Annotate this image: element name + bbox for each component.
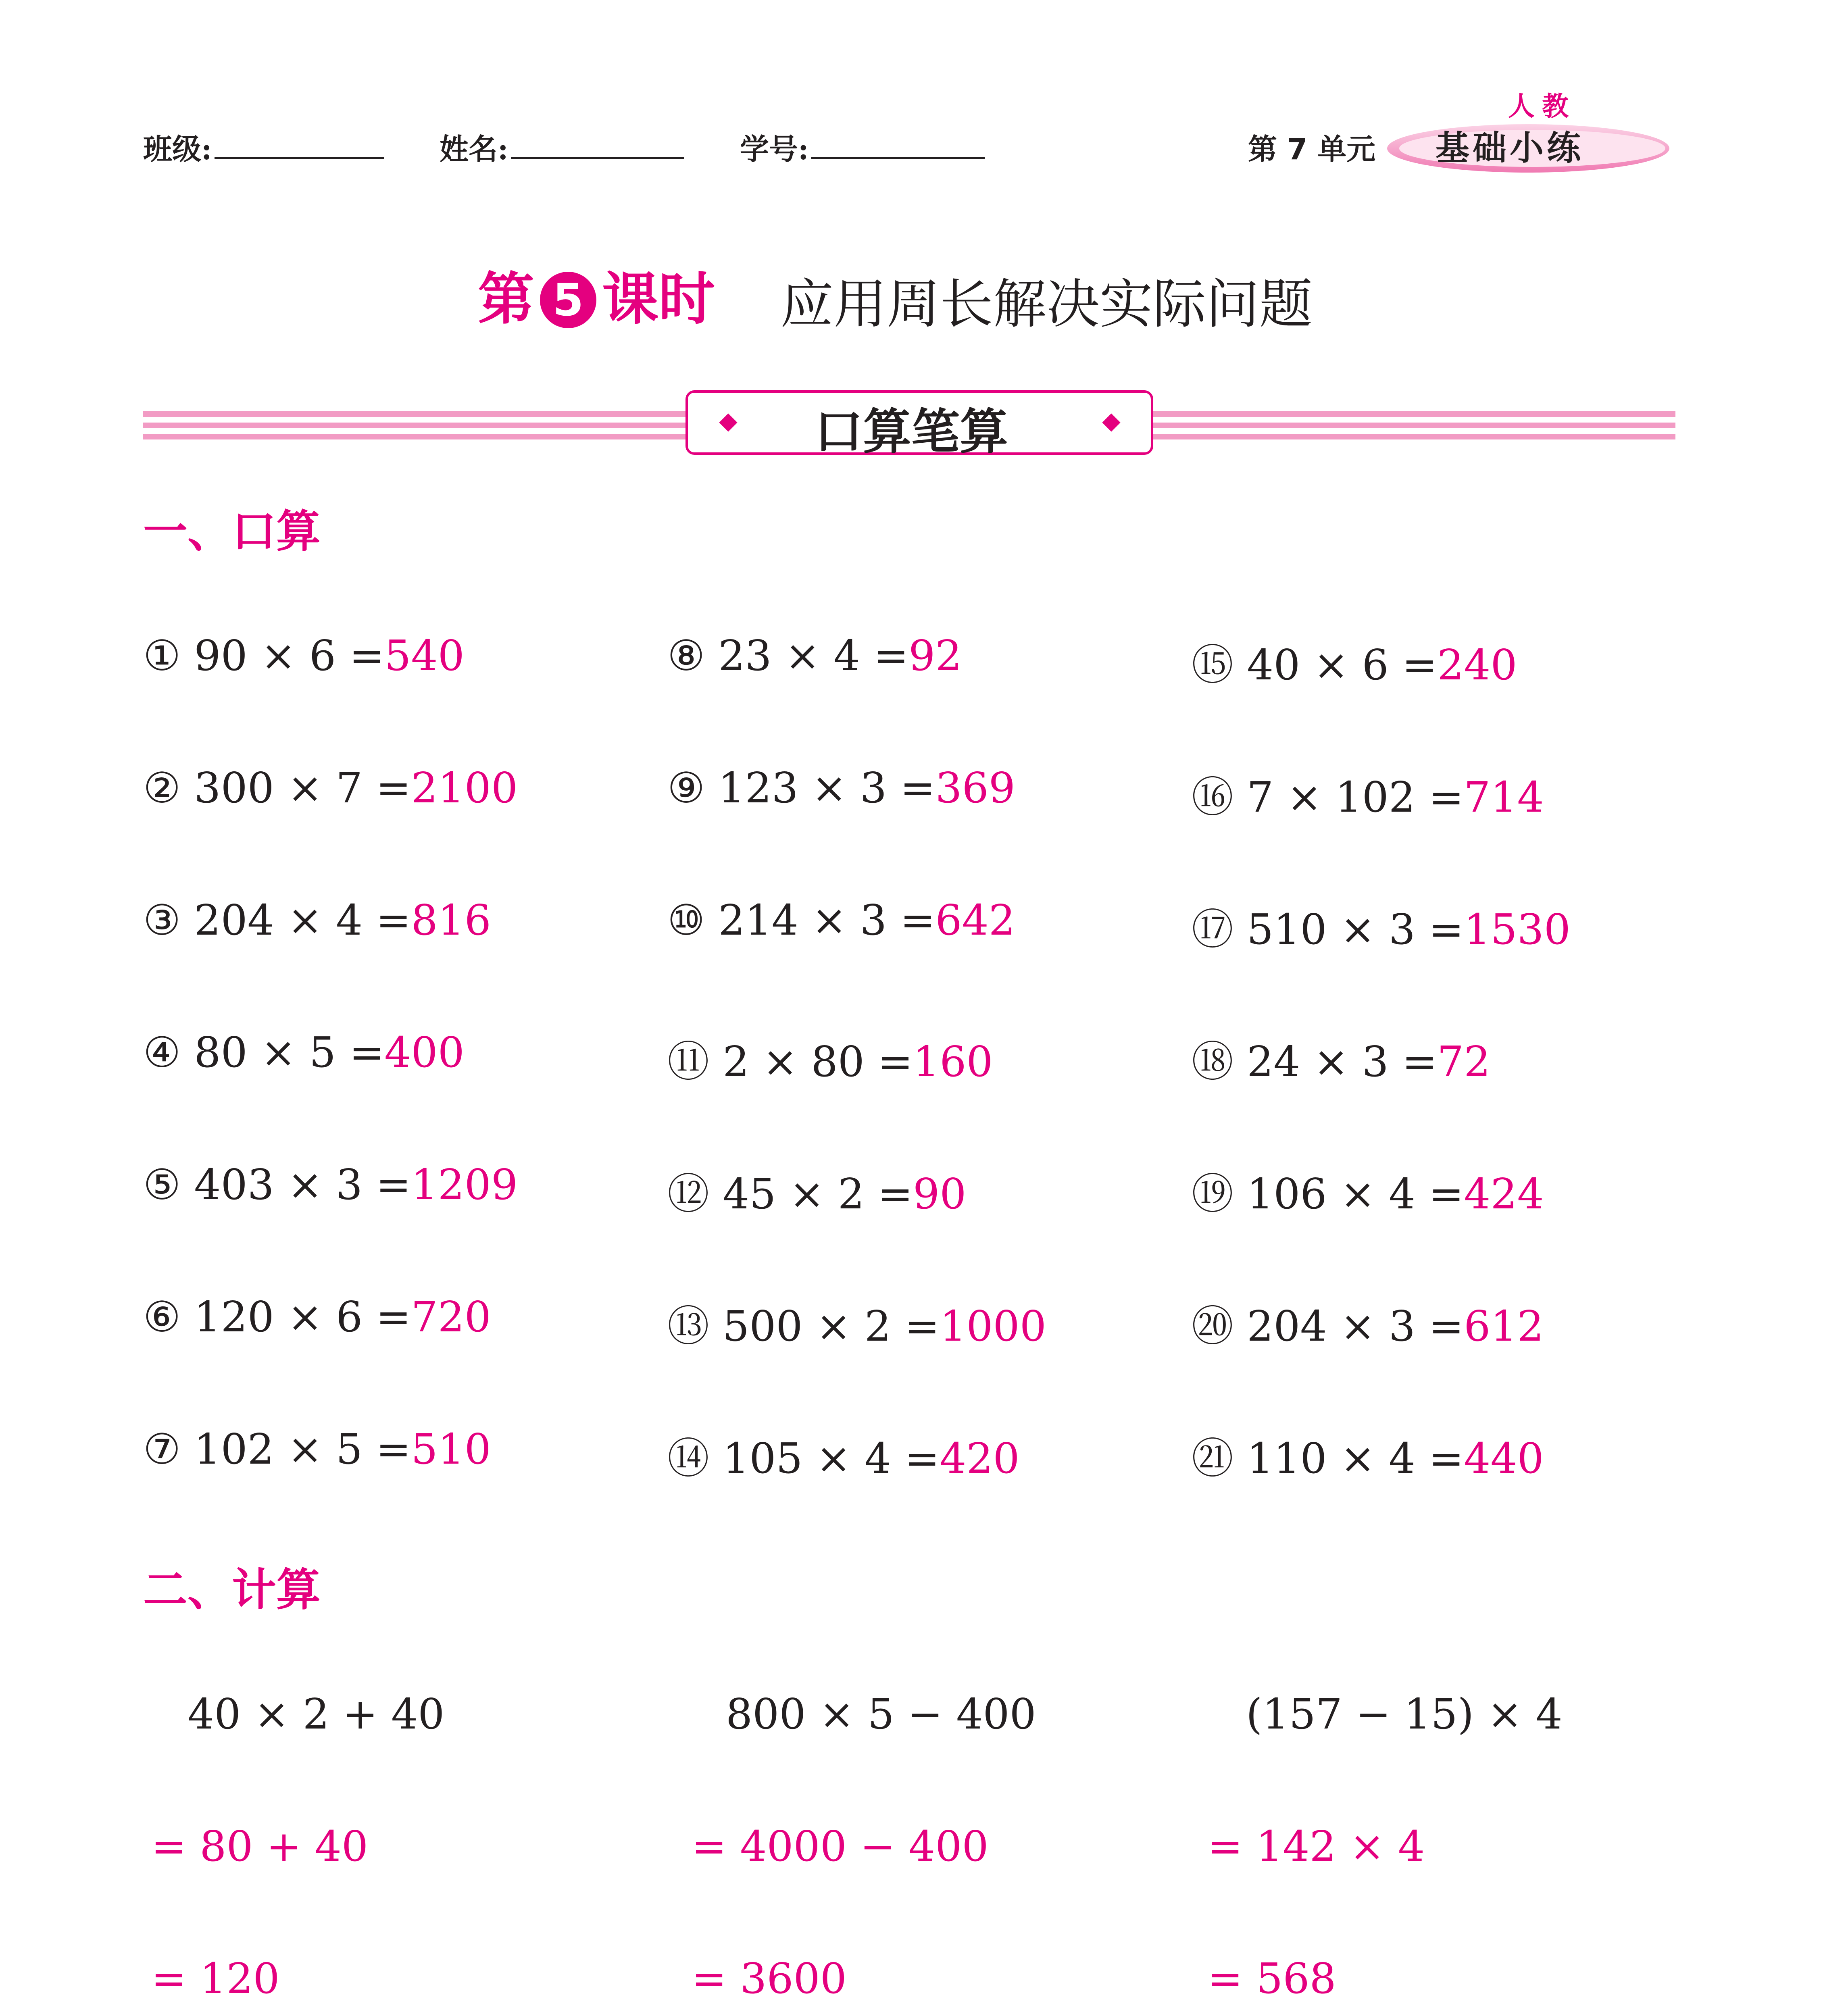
section-heading-oral: 一、口算	[143, 506, 321, 557]
oral-problem: ㉑ 110 × 4 =440	[1192, 1434, 1544, 1483]
calc-step: = 80 + 40	[151, 1822, 369, 1871]
unit-label: 第 7 单元	[1248, 132, 1376, 166]
answer: 72	[1437, 1037, 1491, 1086]
answer: 612	[1464, 1302, 1544, 1351]
answer: 540	[384, 631, 465, 680]
answer: 424	[1464, 1169, 1544, 1218]
answer: 1530	[1464, 905, 1571, 954]
oral-problem: ⑭ 105 × 4 =420	[667, 1434, 1020, 1483]
answer: 240	[1437, 640, 1517, 689]
oral-problem: ⑳ 204 × 3 =612	[1192, 1302, 1544, 1351]
banner-label: 口算笔算	[815, 404, 1008, 460]
answer: 90	[913, 1169, 967, 1218]
calc-expression: (157 − 15) × 4	[1246, 1689, 1563, 1739]
brand-publisher: 人教	[1508, 91, 1576, 122]
oral-problem: ⑬ 500 × 2 =1000	[667, 1302, 1046, 1351]
calc-result: = 120	[151, 1954, 280, 2003]
student-id-blank[interactable]	[811, 133, 985, 159]
oral-problem: ① 90 × 6 =540	[143, 631, 465, 680]
answer: 1000	[940, 1302, 1046, 1351]
answer: 642	[935, 896, 1015, 945]
lesson-prefix: 第	[478, 267, 535, 332]
class-field	[143, 126, 384, 168]
oral-problem: ⑨ 123 × 3 =369	[667, 763, 1015, 812]
oral-problem: ⑲ 106 × 4 =424	[1192, 1169, 1544, 1218]
answer: 816	[411, 896, 491, 945]
calc-expression: 800 × 5 − 400	[726, 1689, 1036, 1739]
name-field	[440, 126, 684, 168]
answer: 400	[384, 1028, 465, 1077]
answer: 160	[913, 1037, 993, 1086]
oral-problem: ② 300 × 7 =2100	[143, 763, 518, 812]
oral-problem: ③ 204 × 4 =816	[143, 896, 491, 945]
answer: 369	[935, 763, 1015, 812]
lesson-topic: 应用周长解决实际问题	[780, 273, 1313, 335]
oral-problem: ⑱ 24 × 3 =72	[1192, 1037, 1491, 1086]
oral-problem: ⑥ 120 × 6 =720	[143, 1292, 491, 1341]
answer: 92	[908, 631, 962, 680]
calc-expression: 40 × 2 + 40	[188, 1689, 445, 1739]
name-blank[interactable]	[511, 133, 684, 159]
calc-step: = 4000 − 400	[692, 1822, 989, 1871]
lesson-label	[478, 254, 715, 335]
class-blank[interactable]	[215, 133, 384, 159]
answer: 420	[940, 1434, 1020, 1483]
section-heading-calculation: 二、计算	[143, 1564, 321, 1616]
brand-name: 基础小练	[1436, 128, 1584, 168]
answer: 714	[1464, 773, 1544, 822]
oral-problem: ⑯ 7 × 102 =714	[1192, 773, 1544, 822]
oral-problem: ⑤ 403 × 3 =1209	[143, 1160, 518, 1209]
oral-problem: ⑦ 102 × 5 =510	[143, 1425, 491, 1474]
oral-problem: ⑮ 40 × 6 =240	[1192, 640, 1517, 689]
student-id-label: 学号:	[740, 132, 809, 166]
answer: 1209	[411, 1160, 518, 1209]
oral-problem: ⑧ 23 × 4 =92	[667, 631, 962, 680]
calc-step: = 142 × 4	[1208, 1822, 1425, 1871]
calc-result: = 3600	[692, 1954, 847, 2003]
name-label: 姓名:	[440, 132, 508, 166]
answer: 720	[411, 1292, 491, 1341]
calc-result: = 568	[1208, 1954, 1336, 2003]
answer: 2100	[411, 763, 518, 812]
class-label: 班级:	[143, 132, 212, 166]
oral-problem: ⑩ 214 × 3 =642	[667, 896, 1015, 945]
oral-problem: ⑫ 45 × 2 =90	[667, 1169, 967, 1218]
oral-problem: ⑪ 2 × 80 =160	[667, 1037, 993, 1086]
lesson-suffix: 课时	[602, 267, 715, 332]
oral-problem: ④ 80 × 5 =400	[143, 1028, 465, 1077]
student-id-field	[740, 126, 985, 168]
answer: 510	[411, 1425, 491, 1474]
oral-problem: ⑰ 510 × 3 =1530	[1192, 905, 1571, 954]
answer: 440	[1464, 1434, 1544, 1483]
lesson-number-badge: 5	[540, 272, 596, 328]
